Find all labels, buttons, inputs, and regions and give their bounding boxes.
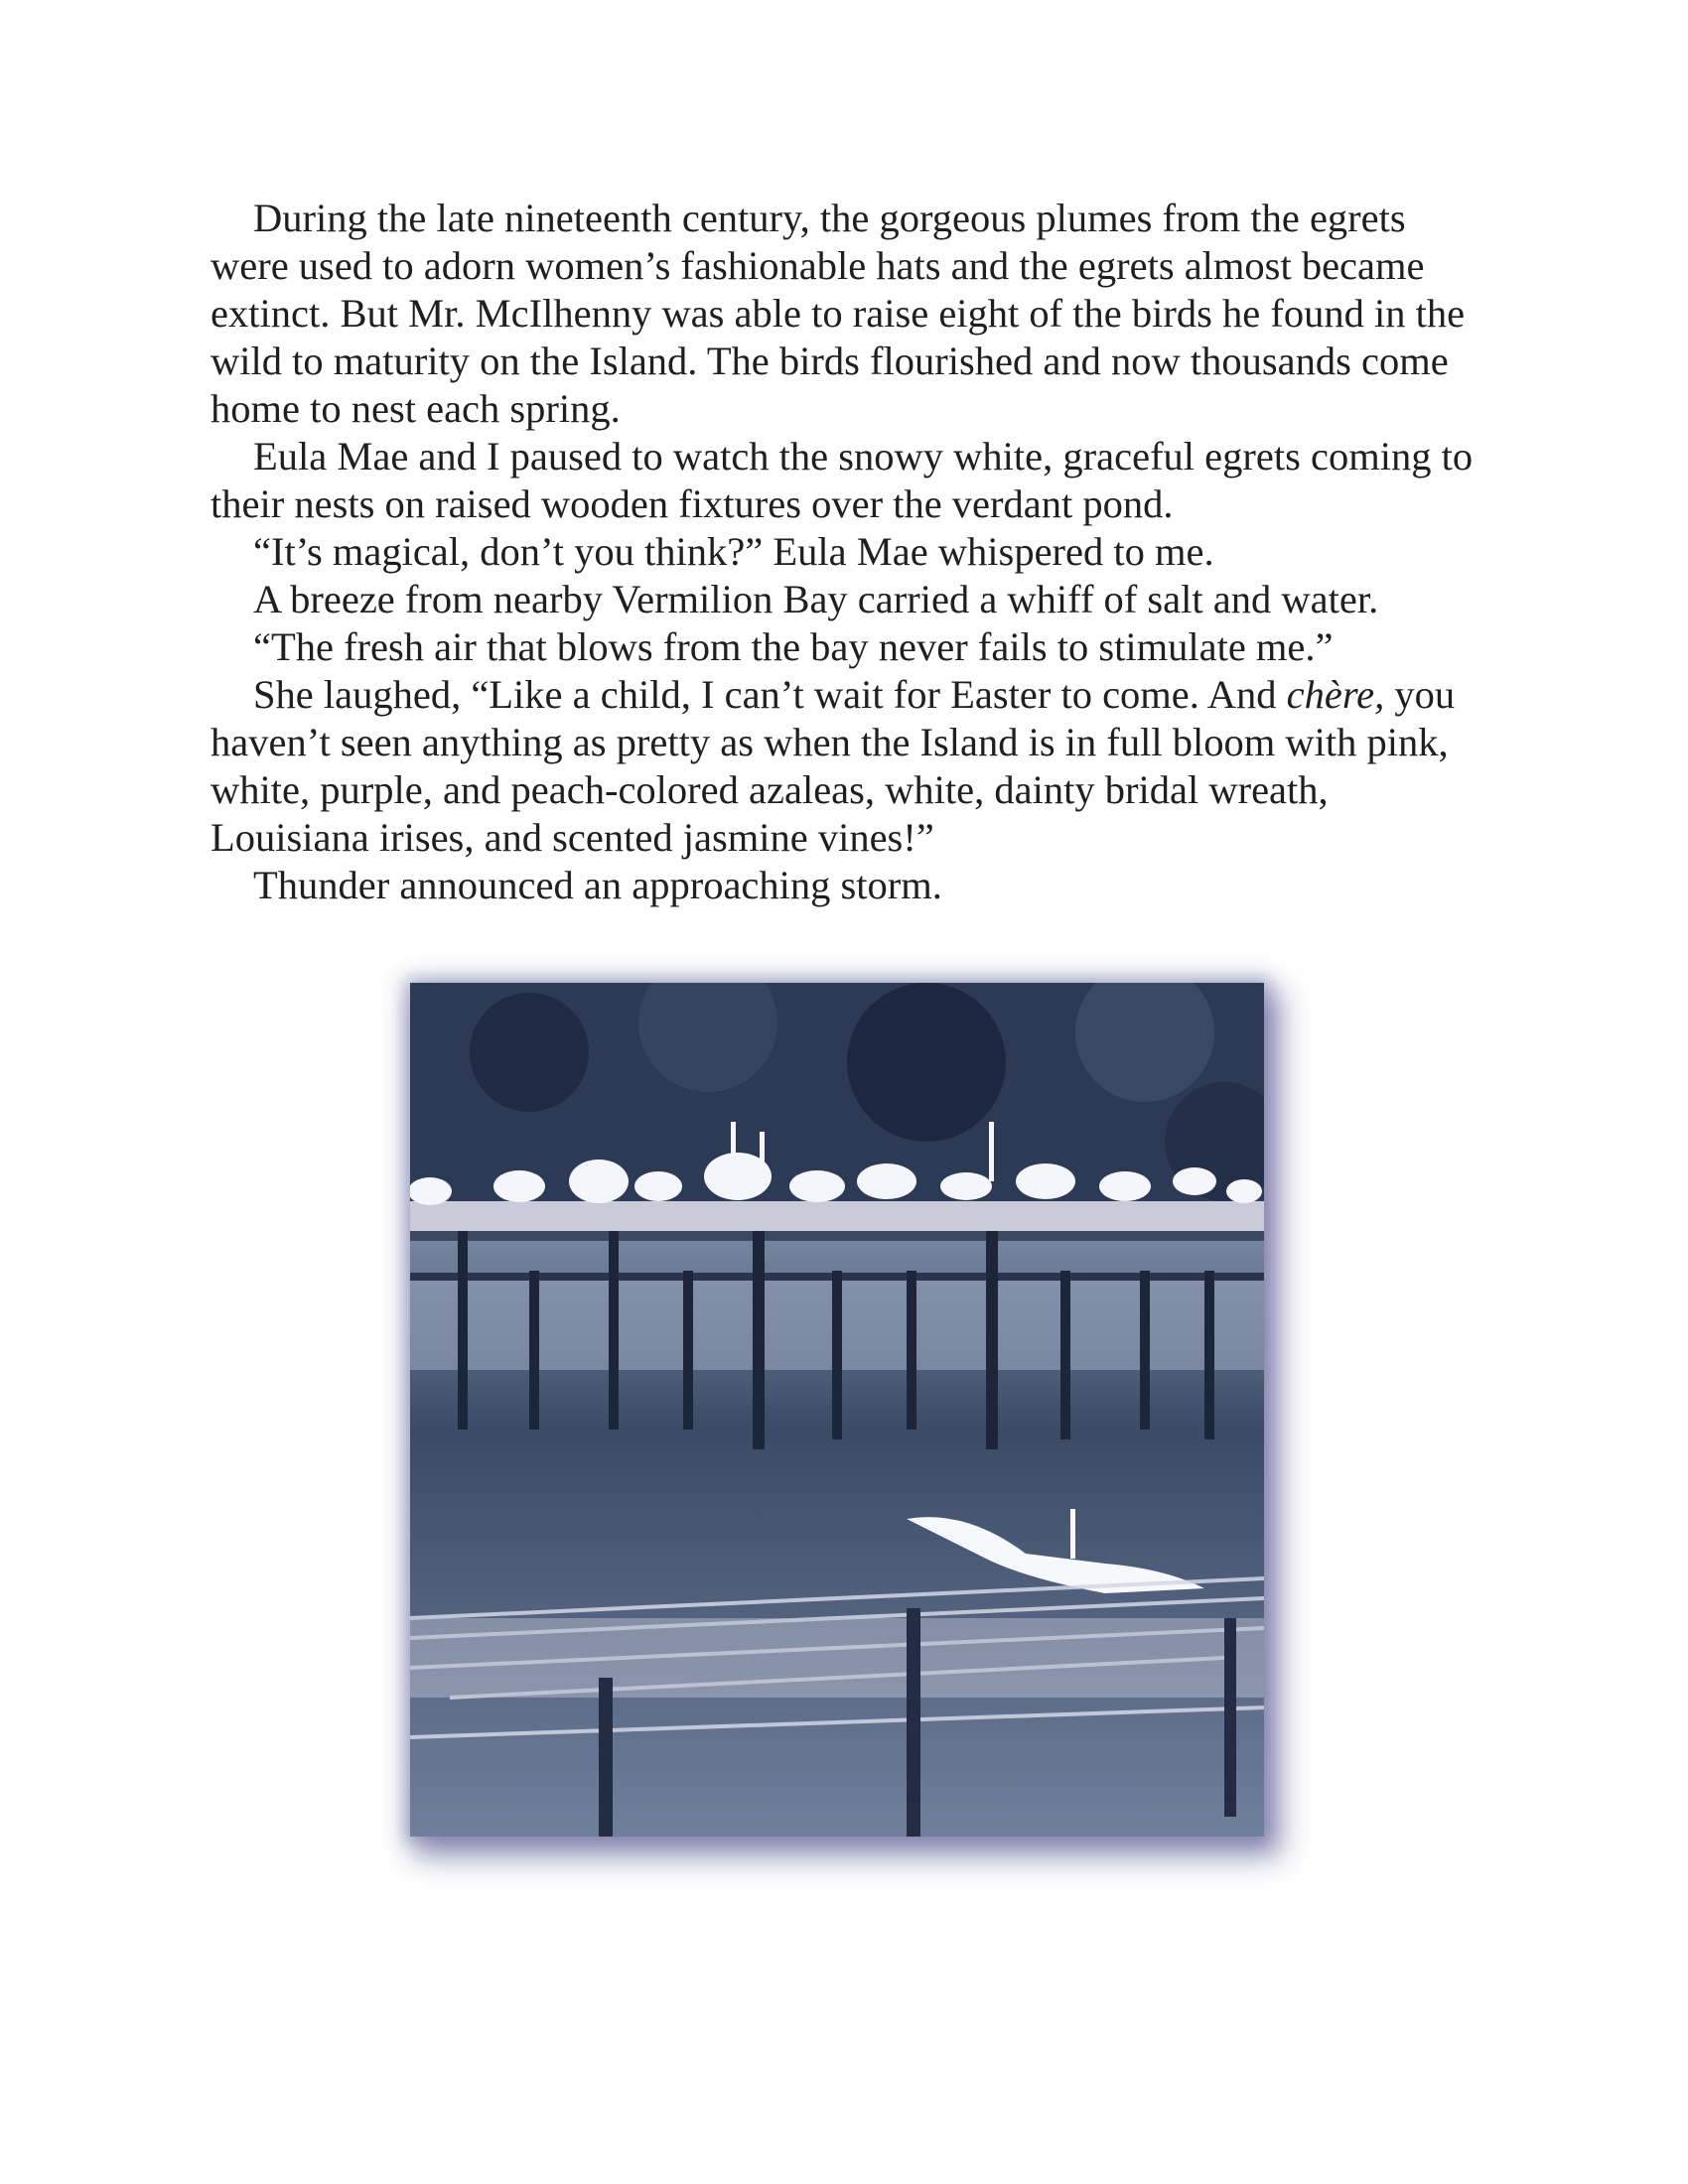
paragraph-breeze: A breeze from nearby Vermilion Bay carried a whiff of salt and water.	[253, 577, 1379, 621]
body-text	[211, 195, 1491, 909]
easter-quote-italic-word: chère,	[1286, 672, 1385, 717]
paragraph-thunder: Thunder announced an approaching storm.	[253, 863, 942, 907]
paragraph-magical-quote: “It’s magical, don’t you think?” Eula Mae whispered to me.	[253, 529, 1214, 574]
paragraph-fresh-air-quote: “The fresh air that blows from the bay never fails to stimulate me.”	[253, 624, 1334, 669]
nest-platform	[410, 1201, 1264, 1231]
paragraph-easter-quote	[211, 671, 1491, 862]
paragraph-watching-egrets: Eula Mae and I paused to watch the snowy white, graceful egrets coming to their nests on raised wooden fixtures over the verdant pond.	[211, 434, 1474, 526]
egret-rookery-photo	[410, 983, 1264, 1837]
egret-rookery-illustration	[410, 983, 1264, 1837]
easter-quote-start: She laughed, “Like a child, I can’t wait for Easter to come. And	[253, 672, 1287, 717]
paragraph-egret-history: During the late nineteenth century, the gorgeous plumes from the egrets were used to adorn women’s fashionable hats and the egrets almost became extinct. But Mr. McIlhenny was able to raise eight of the birds he found in the wild to maturity on the Island. The birds flourished and now thousands come home to nest each spring.	[211, 196, 1466, 431]
easter-quote-end: you haven’t seen anything as pretty as when the Island is in full bloom with pink, white, purple, and peach-colored azaleas, white, dainty bridal wreath, Louisiana irises, and scented jasmine vines!”	[211, 672, 1456, 860]
